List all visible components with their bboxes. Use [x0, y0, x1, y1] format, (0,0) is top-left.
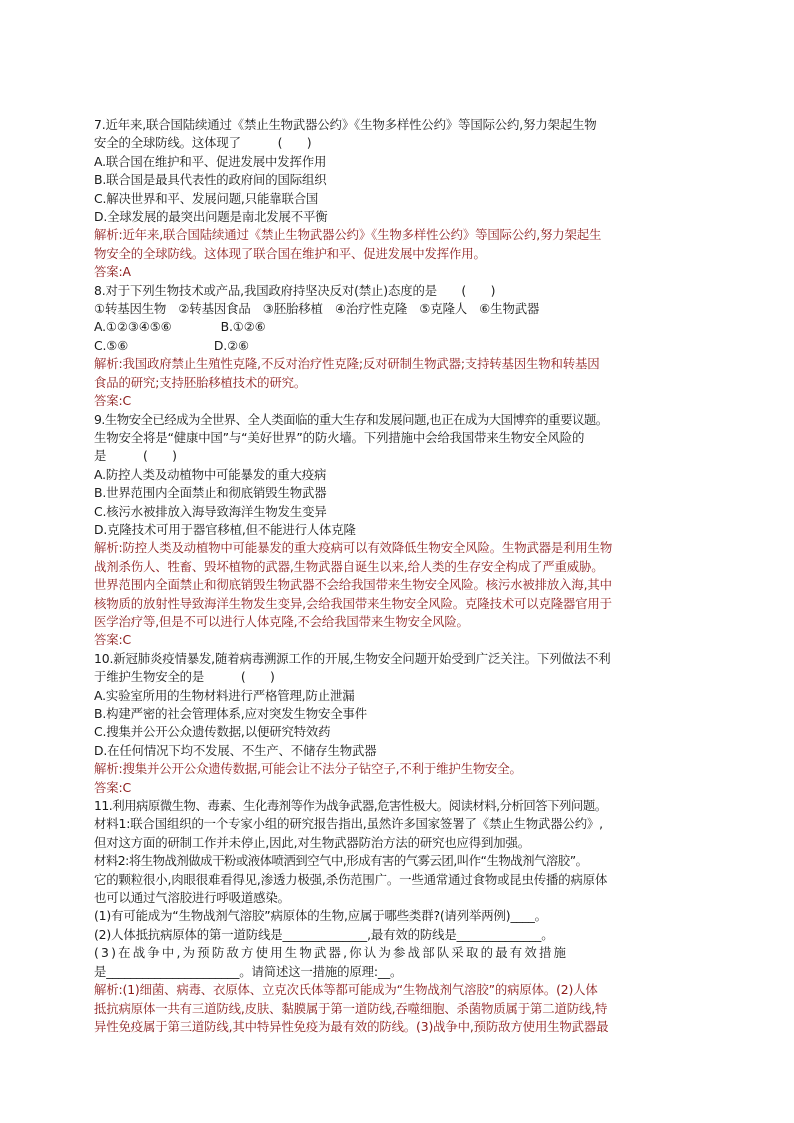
option-c: C.核污水被排放入海导致海洋生物发生变异 — [94, 503, 327, 519]
analysis-text: 异性免疫属于第三道防线,其中特异性免疫为最有效的防线。(3)战争中,预防敌方使用生物武器最 — [94, 1018, 609, 1034]
option-ab: A.①②③④⑤⑥ B.①②⑥ — [94, 319, 266, 335]
material-2: 材料2:将生物战剂做成干粉或液体喷洒到空气中,形成有害的气雾云团,叫作“生物战剂气溶胶”。 — [94, 853, 588, 869]
question-9 — [94, 411, 706, 650]
option-a: A.实验室所用的生物材料进行严格管理,防止泄漏 — [94, 687, 355, 703]
material-1: 但对这方面的研制工作并未停止,因此,对生物武器防治方法的研究也应得到加强。 — [94, 834, 530, 850]
analysis-text: 核物质的放射性导致海洋生物发生变异,会给我国带来生物安全风险。克隆技术可以克隆器官用于 — [94, 595, 612, 611]
material-2: 它的颗粒很小,肉眼很难看得见,渗透力极强,杀伤范围广。一些通常通过食物或昆虫传播的病原体 — [94, 871, 608, 887]
option-a: A.联合国在维护和平、促进发展中发挥作用 — [94, 153, 327, 169]
question-10 — [94, 650, 706, 797]
question-7 — [94, 116, 706, 282]
answer-text: 答案:C — [94, 779, 132, 795]
analysis-text: 食品的研究;支持胚胎移植技术的研究。 — [94, 374, 307, 390]
option-cd: C.⑤⑥ D.②⑥ — [94, 337, 249, 353]
sub-question-1: (1)有可能成为“生物战剂气溶胶”病原体的生物,应属于哪些类群?(请列举两例)____。 — [94, 908, 547, 924]
question-stem: 8.对于下列生物技术或产品,我国政府持坚决反对(禁止)态度的是 ( ) — [94, 282, 496, 298]
analysis-text: 解析:近年来,联合国陆续通过《禁止生物武器公约》《生物多样性公约》等国际公约,努力架起生 — [94, 227, 602, 243]
option-b: B.联合国是最具代表性的政府间的国际组织 — [94, 172, 327, 188]
question-content — [94, 116, 706, 1036]
option-c: C.搜集并公开公众遗传数据,以便研究特效药 — [94, 724, 331, 740]
option-a: A.防控人类及动植物中可能暴发的重大疫病 — [94, 466, 327, 482]
answer-text: 答案:C — [94, 393, 132, 409]
question-stem: 9.生物安全已经成为全世界、全人类面临的重大生存和发展问题,也正在成为大国博弈的重要议题。 — [94, 411, 608, 427]
sub-question-3: 是______________________。请简述这一措施的原理:__。 — [94, 963, 403, 979]
question-11 — [94, 797, 706, 1036]
option-c: C.解决世界和平、发展问题,只能靠联合国 — [94, 190, 319, 206]
analysis-text: 世界范围内全面禁止和彻底销毁生物武器不会给我国带来生物安全风险。核污水被排放入海,其中 — [94, 577, 612, 593]
question-stem: 7.近年来,联合国陆续通过《禁止生物武器公约》《生物多样性公约》等国际公约,努力架起生物 — [94, 117, 597, 132]
analysis-text: 解析:防控人类及动植物中可能暴发的重大疫病可以有效降低生物安全风险。生物武器是利用生物 — [94, 540, 613, 556]
analysis-text: 解析:我国政府禁止生殖性克隆,不反对治疗性克隆;反对研制生物武器;支持转基因生物和转基因 — [94, 356, 600, 372]
option-d: D.全球发展的最突出问题是南北发展不平衡 — [94, 209, 328, 225]
analysis-text: 解析:搜集并公开公众遗传数据,可能会让不法分子钻空子,不利于维护生物安全。 — [94, 761, 522, 777]
answer-text: 答案:C — [94, 632, 132, 648]
analysis-text: 医学治疗等,但是不可以进行人体克隆,不会给我国带来生物安全风险。 — [94, 613, 469, 629]
sub-question-3: (3)在战争中,为预防敌方使用生物武器,你认为参战部队采取的最有效措施 — [94, 945, 569, 961]
analysis-text: 抵抗病原体一共有三道防线,皮肤、黏膜属于第一道防线,吞噬细胞、杀菌物质属于第二道防线,特 — [94, 1000, 608, 1016]
option-b: B.构建严密的社会管理体系,应对突发生物安全事件 — [94, 706, 367, 721]
question-stem: 10.新冠肺炎疫情暴发,随着病毒溯源工作的开展,生物安全问题开始受到广泛关注。下列做法不利 — [94, 650, 611, 666]
answer-text: 答案:A — [94, 264, 131, 280]
analysis-text: 战剂杀伤人、牲畜、毁坏植物的武器,生物武器自诞生以来,给人类的生存安全构成了严重威胁。 — [94, 558, 604, 574]
question-stem: 安全的全球防线。这体现了 ( ) — [94, 135, 312, 151]
question-stem: 是 ( ) — [94, 448, 177, 464]
material-2: 也可以通过气溶胶进行呼吸道感染。 — [94, 890, 290, 906]
question-stem: 生物安全将是“健康中国”与“美好世界”的防火墙。下列措施中会给我国带来生物安全风险的 — [94, 429, 585, 445]
option-d: D.克隆技术可用于器官移植,但不能进行人体克隆 — [94, 521, 356, 537]
question-8 — [94, 282, 706, 411]
material-1: 材料1:联合国组织的一个专家小组的研究报告指出,虽然许多国家签署了《禁止生物武器公约》, — [94, 816, 603, 832]
option-d: D.在任何情况下均不发展、不生产、不储存生物武器 — [94, 742, 377, 758]
sub-question-2: (2)人体抵抗病原体的第一道防线是______________,最有效的防线是______________。 — [94, 926, 554, 942]
question-stem: 11.利用病原微生物、毒素、生化毒剂等作为战争武器,危害性极大。阅读材料,分析回答下列问题。 — [94, 798, 607, 814]
question-stem: 于维护生物安全的是 ( ) — [94, 669, 275, 685]
analysis-text: 物安全的全球防线。这体现了联合国在维护和平、促进发展中发挥作用。 — [94, 245, 486, 261]
question-stem: ①转基因生物 ②转基因食品 ③胚胎移植 ④治疗性克隆 ⑤克隆人 ⑥生物武器 — [94, 301, 540, 317]
option-b: B.世界范围内全面禁止和彻底销毁生物武器 — [94, 485, 327, 501]
analysis-text: 解析:(1)细菌、病毒、衣原体、立克次氏体等都可能成为“生物战剂气溶胶”的病原体。(2)人体 — [94, 982, 598, 998]
